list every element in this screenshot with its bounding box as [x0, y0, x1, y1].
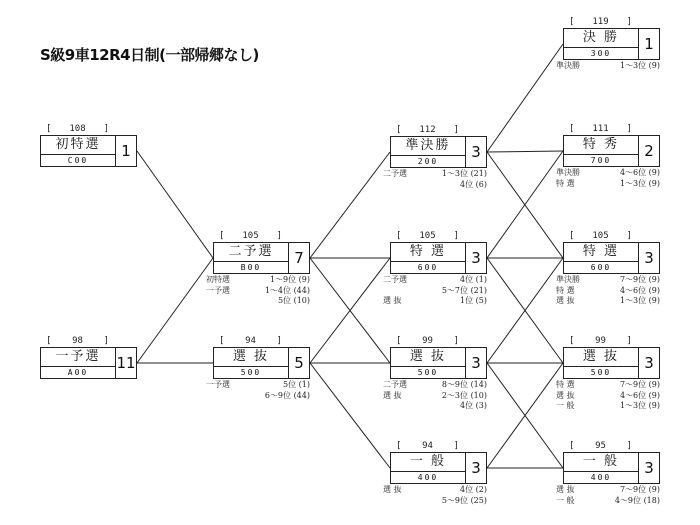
race-count: 3: [471, 249, 481, 267]
race-name: 特 選: [564, 243, 639, 262]
race-name: 一 般: [391, 453, 466, 472]
note-source: 準決勝: [556, 168, 580, 177]
bracket-open: [: [396, 231, 402, 241]
race-number: [563, 231, 638, 242]
qualification-note: [383, 496, 487, 507]
bracket-open: [: [46, 336, 52, 346]
bracket-open: [: [219, 231, 225, 241]
qualification-notes: [383, 275, 487, 307]
race-number: [40, 124, 115, 135]
race-count: 3: [471, 354, 481, 372]
note-source: 二予選: [383, 275, 407, 284]
race-count: 3: [644, 459, 654, 477]
qualification-note: [206, 275, 310, 286]
race-number: [40, 336, 115, 347]
qualification-notes: [556, 168, 660, 189]
race-number-value: 105: [242, 231, 259, 241]
qualification-note: [206, 296, 310, 307]
race-count: 3: [471, 143, 481, 161]
note-condition: 1位 (5): [460, 296, 487, 305]
qualification-note: [556, 168, 660, 179]
race-number-value: 95: [595, 441, 606, 451]
race-code: 600: [564, 262, 639, 273]
race-count: 11: [116, 354, 136, 372]
race-box: [390, 242, 487, 274]
qualification-note: [383, 286, 487, 297]
qualification-note: [383, 169, 487, 180]
note-source: 特 選: [556, 178, 575, 188]
race-number: [213, 336, 288, 347]
qualification-notes: [556, 275, 660, 307]
race-number-value: 99: [595, 336, 606, 346]
race-name: 準決勝: [391, 137, 466, 156]
bracket-close: ]: [453, 231, 459, 241]
race-number-value: 105: [592, 231, 609, 241]
note-condition: 4位 (1): [460, 275, 487, 284]
note-source: 選 抜: [383, 485, 402, 494]
qualification-note: [556, 275, 660, 286]
race-name: 二予選: [214, 243, 289, 262]
note-source: 二予選: [383, 380, 407, 389]
race-count: 1: [121, 142, 131, 160]
note-source: 選 抜: [383, 296, 402, 305]
bracket-close: ]: [453, 125, 459, 135]
race-box: [563, 347, 660, 379]
note-condition: 4～9位 (18): [614, 495, 660, 505]
note-condition: 1～3位 (9): [619, 61, 660, 70]
note-condition: 5～7位 (21): [441, 285, 487, 295]
race-code: 500: [564, 367, 639, 378]
race-code: 500: [214, 367, 289, 378]
race-code: 200: [391, 156, 466, 167]
advancement-line: [310, 363, 390, 468]
bracket-open: [: [396, 336, 402, 346]
qualification-note: [383, 275, 487, 286]
qualification-note: [556, 380, 660, 391]
note-condition: 7～9位 (9): [619, 485, 660, 494]
bracket-close: ]: [453, 441, 459, 451]
race-count: 3: [644, 249, 654, 267]
race-number-value: 98: [72, 336, 83, 346]
race-name: 選 抜: [214, 348, 289, 367]
note-condition: 1～3位 (9): [619, 401, 660, 410]
qualification-notes: [206, 380, 310, 401]
note-source: 一予選: [206, 380, 230, 389]
bracket-open: [: [569, 17, 575, 27]
bracket-close: ]: [626, 17, 632, 27]
qualification-note: [383, 380, 487, 391]
qualification-note: [206, 391, 310, 402]
race-number-value: 108: [69, 124, 86, 134]
note-source: 特 選: [556, 285, 575, 295]
qualification-notes: [556, 485, 660, 506]
qualification-note: [556, 391, 660, 402]
note-condition: 5位 (1): [283, 380, 310, 389]
bracket-open: [: [569, 441, 575, 451]
advancement-line: [310, 152, 390, 258]
race-count: 3: [471, 459, 481, 477]
qualification-note: [556, 296, 660, 307]
note-source: 一 般: [556, 401, 575, 410]
bracket-close: ]: [626, 124, 632, 134]
race-name: 一予選: [41, 348, 116, 367]
bracket-open: [: [396, 125, 402, 135]
race-number: [563, 17, 638, 28]
race-number: [563, 336, 638, 347]
note-source: 選 抜: [556, 296, 575, 305]
race-count: 7: [294, 249, 304, 267]
note-source: 選 抜: [556, 390, 575, 400]
note-source: 準決勝: [556, 275, 580, 284]
qualification-note: [383, 391, 487, 402]
note-condition: 4位 (3): [460, 401, 487, 410]
qualification-note: [383, 296, 487, 307]
note-condition: 4位 (6): [460, 179, 487, 189]
race-code: 400: [564, 472, 639, 483]
bracket-close: ]: [626, 231, 632, 241]
note-condition: 4～6位 (9): [619, 168, 660, 177]
qualification-note: [556, 485, 660, 496]
race-code: A00: [41, 367, 116, 378]
bracket-open: [: [46, 124, 52, 134]
race-count: 2: [644, 142, 654, 160]
bracket-close: ]: [276, 231, 282, 241]
bracket-close: ]: [626, 441, 632, 451]
race-code: 300: [564, 48, 639, 59]
race-number-value: 119: [592, 17, 609, 27]
race-box: [40, 135, 137, 167]
bracket-open: [: [569, 231, 575, 241]
qualification-note: [383, 485, 487, 496]
race-number-value: 105: [419, 231, 436, 241]
race-code: 600: [391, 262, 466, 273]
race-number-value: 94: [422, 441, 433, 451]
note-condition: 5位 (10): [277, 296, 310, 305]
bracket-close: ]: [276, 336, 282, 346]
bracket-close: ]: [626, 336, 632, 346]
race-box: [563, 242, 660, 274]
race-code: 400: [391, 472, 466, 483]
note-condition: 8～9位 (14): [441, 380, 487, 389]
race-number: [390, 441, 465, 452]
race-code: C00: [41, 155, 116, 166]
note-condition: 7～9位 (9): [619, 380, 660, 389]
note-condition: 1～4位 (44): [264, 285, 310, 295]
race-count: 1: [644, 35, 654, 53]
qualification-note: [383, 401, 487, 412]
note-source: 二予選: [383, 169, 407, 178]
note-condition: 4位 (2): [460, 485, 487, 494]
note-source: 一 般: [556, 495, 575, 505]
race-name: 初特選: [41, 136, 116, 155]
note-source: 初特選: [206, 275, 230, 284]
bracket-open: [: [569, 124, 575, 134]
race-count: 3: [644, 354, 654, 372]
race-box: [390, 452, 487, 484]
race-box: [213, 347, 310, 379]
note-source: 選 抜: [383, 390, 402, 400]
bracket-close: ]: [453, 336, 459, 346]
qualification-note: [556, 61, 660, 72]
race-box: [563, 135, 660, 167]
race-code: B00: [214, 262, 289, 273]
note-condition: 7～9位 (9): [619, 275, 660, 284]
advancement-line: [487, 151, 563, 152]
advancement-line: [137, 151, 213, 258]
qualification-notes: [383, 485, 487, 506]
race-box: [390, 136, 487, 168]
qualification-notes: [383, 380, 487, 412]
race-box: [563, 28, 660, 60]
qualification-note: [556, 179, 660, 190]
note-condition: 1～3位 (21): [441, 169, 487, 178]
qualification-notes: [556, 380, 660, 412]
note-source: 準決勝: [556, 61, 580, 70]
race-name: 特 選: [391, 243, 466, 262]
note-source: 特 選: [556, 380, 575, 389]
race-number: [390, 125, 465, 136]
race-number: [390, 336, 465, 347]
bracket-open: [: [569, 336, 575, 346]
qualification-notes: [556, 61, 660, 72]
qualification-notes: [383, 169, 487, 190]
race-number-value: 99: [422, 336, 433, 346]
qualification-note: [206, 286, 310, 297]
note-condition: 2～3位 (10): [441, 390, 487, 400]
race-name: 特 秀: [564, 136, 639, 155]
race-code: 700: [564, 155, 639, 166]
race-name: 決 勝: [564, 29, 639, 48]
bracket-open: [: [219, 336, 225, 346]
race-number-value: 94: [245, 336, 256, 346]
race-count: 5: [294, 354, 304, 372]
qualification-note: [556, 286, 660, 297]
advancement-line: [487, 44, 563, 152]
race-code: 500: [391, 367, 466, 378]
race-number: [213, 231, 288, 242]
page-title: S級9車12R4日制(一部帰郷なし): [40, 46, 259, 64]
note-source: 一予選: [206, 285, 230, 295]
qualification-note: [383, 180, 487, 191]
note-condition: 4～6位 (9): [619, 390, 660, 400]
race-box: [563, 452, 660, 484]
qualification-note: [556, 496, 660, 507]
note-condition: 1～3位 (9): [619, 178, 660, 188]
bracket-open: [: [396, 441, 402, 451]
qualification-notes: [206, 275, 310, 307]
race-number-value: 111: [592, 124, 609, 134]
qualification-note: [556, 401, 660, 412]
qualification-note: [206, 380, 310, 391]
race-box: [213, 242, 310, 274]
advancement-line: [137, 258, 213, 363]
bracket-close: ]: [103, 336, 109, 346]
race-number: [390, 231, 465, 242]
note-source: 選 抜: [556, 485, 575, 494]
note-condition: 5～9位 (25): [441, 495, 487, 505]
bracket-close: ]: [103, 124, 109, 134]
race-name: 一 般: [564, 453, 639, 472]
note-condition: 1～9位 (9): [269, 275, 310, 284]
race-name: 選 抜: [391, 348, 466, 367]
note-condition: 1～3位 (9): [619, 296, 660, 305]
race-box: [390, 347, 487, 379]
note-condition: 6～9位 (44): [264, 390, 310, 400]
note-condition: 4～6位 (9): [619, 285, 660, 295]
race-number-value: 112: [419, 125, 436, 135]
race-number: [563, 441, 638, 452]
race-box: [40, 347, 137, 379]
race-number: [563, 124, 638, 135]
race-name: 選 抜: [564, 348, 639, 367]
